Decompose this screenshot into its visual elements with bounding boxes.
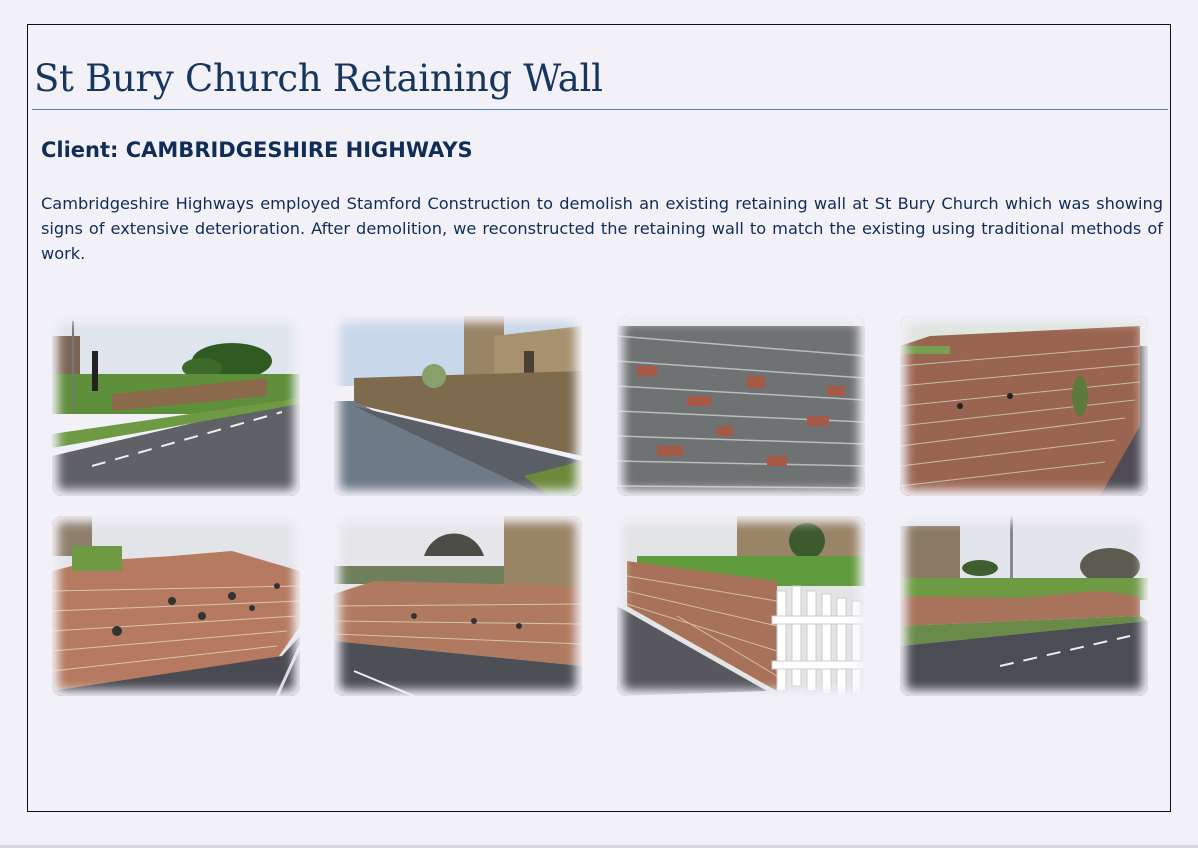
- photo-wall-closeup-deteriorated-2: [900, 316, 1148, 496]
- photo-new-wall-gate: [617, 516, 865, 696]
- project-description: Cambridgeshire Highways employed Stamford Construction to demolish an existing retaining wall at St Bury Church which was showing signs of extensive deterioration. After demolition, we reconstructed the retaining wall to match the existing using traditional methods of work.: [41, 194, 1163, 263]
- page-title: St Bury Church Retaining Wall: [34, 57, 603, 100]
- photo-wall-closeup-deteriorated-1: [617, 316, 865, 496]
- client-heading: Client: CAMBRIDGESHIRE HIGHWAYS: [41, 138, 473, 162]
- photo-road-wall-before: [52, 316, 300, 496]
- photo-new-wall-street: [900, 516, 1148, 696]
- photo-new-wall-churchyard: [334, 516, 582, 696]
- photo-new-wall-road: [52, 516, 300, 696]
- photo-church-wall-before: [334, 316, 582, 496]
- title-divider: [32, 109, 1168, 110]
